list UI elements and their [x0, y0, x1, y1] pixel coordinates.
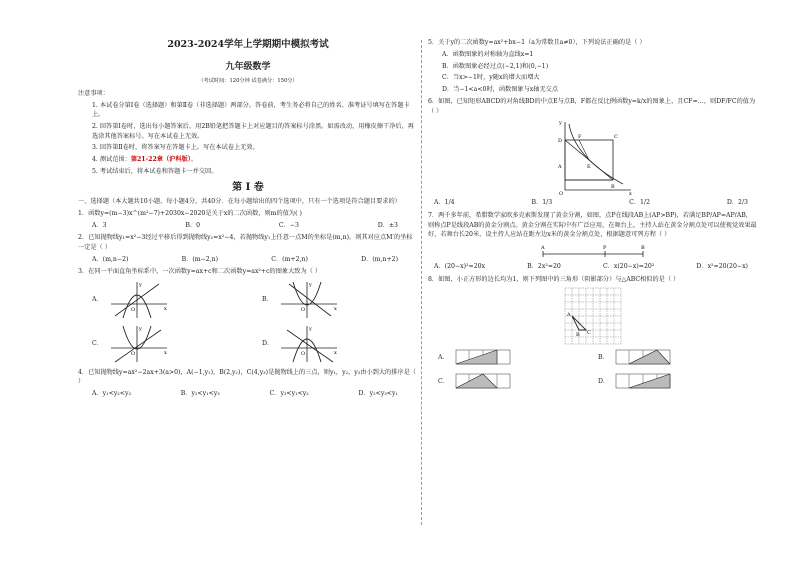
q7-figure-row — [428, 242, 758, 260]
svg-text:A: A — [541, 245, 545, 252]
svg-text:E: E — [587, 164, 591, 171]
q3-option-c[interactable]: C． x y O — [78, 324, 248, 364]
svg-text:y: y — [309, 325, 312, 332]
q3-graph-b — [279, 280, 339, 320]
subject-title: 九年级数学 — [225, 61, 271, 72]
q5-option-b[interactable]: B．函数图象必经过点(−2,1)和(0,−1) — [442, 62, 549, 70]
q7-options — [428, 262, 758, 272]
q2-option-c[interactable]: C．(m+2,n) — [271, 255, 308, 263]
svg-text:B: B — [611, 184, 615, 191]
q8-figure-c — [455, 373, 511, 389]
q3-option-a[interactable]: A． x y O — [78, 280, 248, 320]
svg-text:O: O — [301, 350, 306, 357]
q3-graph-a — [109, 280, 169, 320]
svg-text:x: x — [163, 349, 167, 356]
q3-graph-d — [279, 324, 339, 364]
q1-option-d[interactable]: D．±3 — [377, 221, 398, 229]
svg-text:x: x — [333, 305, 337, 312]
q8-option-b[interactable]: B． — [598, 349, 758, 365]
q1-option-b[interactable]: B．0 — [185, 221, 201, 229]
q1-option-c[interactable]: C．−3 — [278, 221, 299, 229]
q8-grid-figure — [563, 286, 623, 346]
svg-text:y: y — [138, 281, 142, 288]
q2-option-a[interactable]: A．(m,n−2) — [92, 255, 129, 263]
note-2: 2. 回答第Ⅰ卷时，选出每小题答案后，用2B铅笔把答题卡上对应题目的答案标号涂黑。如需改动，用橡皮擦干净后，再选涂其他答案标号。写在本试卷上无效。 — [92, 122, 414, 140]
q7-option-b[interactable]: B．2x²=20 — [527, 263, 561, 271]
q3-graph-c — [109, 324, 169, 364]
q1-text: 1．函数y=(m−3)x^(m²−7)+2030x−2020是关于x的二次函数，则m的值为( ) — [78, 209, 302, 217]
svg-text:C: C — [614, 134, 618, 141]
q8-text: 8．如图，小正方形的边长均为1，则下列图中的三角形（阴影部分）与△ABC相似的是（ ） — [428, 275, 680, 283]
q8-figure-b — [615, 349, 671, 365]
svg-text:y: y — [138, 325, 142, 332]
q8-figure-a — [455, 349, 511, 365]
svg-text:O: O — [559, 191, 564, 197]
q6-figure — [551, 118, 635, 196]
q1-options — [78, 221, 418, 231]
q6-figure-row — [428, 118, 758, 196]
svg-text:A: A — [558, 164, 562, 171]
svg-text:B: B — [576, 332, 580, 339]
q7-option-a[interactable]: A．(20−x)²=20x — [434, 263, 486, 271]
q4-option-a[interactable]: A．y₁<y₂<y₃ — [92, 390, 131, 398]
exam-meta: （考试时间：120分钟 试卷满分：150分） — [198, 77, 298, 84]
q4-option-b[interactable]: B．y₂<y₁<y₃ — [180, 390, 220, 398]
q8-figure-d — [615, 373, 671, 389]
q6-text: 6．如图，已知矩形ABCD的对角线BD的中点E与点B，F都在反比例函数y=k/x的图象上，且CF=…，则DF/FC的值为（ ） — [428, 97, 756, 115]
section-title: 第 Ⅰ 卷 — [232, 181, 264, 193]
q1-option-a[interactable]: A．3 — [92, 221, 107, 229]
note-4: 4. 测试范围：第21-22章（沪科版）。 — [92, 156, 198, 164]
q7-segment-figure — [533, 242, 653, 260]
q8-options — [428, 349, 758, 389]
q6-option-d[interactable]: D．2/3 — [726, 199, 748, 207]
svg-text:x: x — [163, 305, 167, 312]
svg-text:x: x — [629, 191, 632, 197]
q5-option-d[interactable]: D．当−1<a<0时，函数图象与x轴无交点 — [442, 86, 559, 94]
q5-option-a[interactable]: A．函数图象的对称轴为直线x=1 — [442, 50, 534, 58]
q2-option-d[interactable]: D．(m,n+2) — [361, 255, 398, 263]
q7-option-d[interactable]: D．x²=20(20−x) — [696, 263, 748, 271]
note-3: 3. 回答第Ⅱ卷时，将答案写在答题卡上。写在本试卷上无效。 — [92, 144, 259, 152]
q2-option-b[interactable]: B．(m−2,n) — [181, 255, 219, 263]
svg-text:D: D — [558, 138, 563, 145]
right-column — [428, 38, 758, 389]
test-scope: 第21-22章（沪科版） — [130, 156, 191, 164]
q3-graphs — [78, 280, 418, 364]
svg-text:O: O — [300, 306, 305, 313]
left-column — [78, 38, 418, 402]
note-1: 1. 本试卷分第Ⅰ卷（选择题）和第Ⅱ卷（非选择题）两部分。答卷前，考生务必将自己的姓名、准考证号填写在答题卡上。 — [92, 101, 410, 119]
q4-text: 4．已知抛物线y=ax²−2ax+3(a>0)，A(−1,y₁)，B(2,y₂)，C(4,y₃)是抛物线上的三点，则y₁，y₂，y₃由小到大的排序是（ ） — [78, 368, 416, 386]
q3-option-d[interactable]: D． x y O — [248, 324, 418, 364]
q7-text: 7．两千多年前，希腊数学家欧多克索斯发现了黄金分割，如图，点P在线段AB上(AP>BP)，若满足BP/AP=AP/AB，则称点P是线段AB的黄金分割点。黄金分割在实际中有广泛应用，在舞台上，主持人站在黄金分割点处可以使视觉效果最好，若舞台长20米，设主持人应站在距左边x米的黄金分割点处，根据题意可列方程（ ） — [428, 212, 757, 239]
section-intro: 一、选择题（本大题共10小题，每小题4分，共40分．在每小题给出的四个选项中，只有一个选项是符合题目要求的） — [78, 198, 401, 206]
q6-option-b[interactable]: B．1/3 — [531, 199, 553, 207]
q6-option-a[interactable]: A．1/4 — [434, 199, 455, 207]
q7-option-c[interactable]: C．x(20−x)=20² — [602, 263, 655, 271]
exam-title: 2023-2024学年上学期期中模拟考试 — [167, 39, 329, 50]
q4-option-c[interactable]: C．y₃<y₁<y₂ — [269, 390, 309, 398]
q5-option-c[interactable]: C．当x>−1时，y随x的增大而增大 — [442, 74, 540, 82]
svg-text:A: A — [567, 312, 571, 319]
svg-text:O: O — [130, 306, 135, 313]
q5-text: 5．关于y的二次函数y=ax²+bx−1（a为常数且a≠0），下列说法正确的是（ ） — [428, 39, 646, 46]
q8-figure-row — [428, 286, 758, 346]
svg-text:y: y — [308, 281, 312, 288]
q8-option-c[interactable]: C． — [438, 373, 598, 389]
q8-option-d[interactable]: D． — [598, 373, 758, 389]
q6-option-c[interactable]: C．1/2 — [629, 199, 650, 207]
q6-options — [428, 198, 758, 208]
q4-options — [78, 389, 418, 399]
q2-text: 2．已知抛物线y₁=x²−3经过平移后得到抛物线y₂=x²−4，若抛物线y₁上任意一点M的坐标是(m,n)，则其对应点M′的坐标一定是（ ） — [78, 234, 413, 251]
q4-option-d[interactable]: D．y₂<y₃<y₁ — [358, 390, 398, 398]
q3-text: 3．在同一平面直角坐标系中，一次函数y=ax+c和二次函数y=ax²+c的图象大致为（ ） — [78, 268, 322, 276]
svg-text:P: P — [603, 245, 607, 252]
q2-options — [78, 255, 418, 265]
note-5: 5. 考试结束后，将本试卷和答题卡一并交回。 — [92, 167, 218, 175]
notes-heading: 注意事项： — [78, 89, 109, 97]
column-divider — [421, 40, 422, 525]
svg-text:B: B — [641, 245, 645, 252]
svg-text:x: x — [334, 349, 337, 356]
svg-text:O: O — [130, 350, 136, 357]
svg-text:y: y — [559, 120, 562, 127]
q3-option-b[interactable]: B． x y O — [248, 280, 418, 320]
svg-text:C: C — [587, 330, 591, 337]
q8-option-a[interactable]: A． — [438, 349, 598, 365]
svg-text:F: F — [578, 134, 582, 141]
